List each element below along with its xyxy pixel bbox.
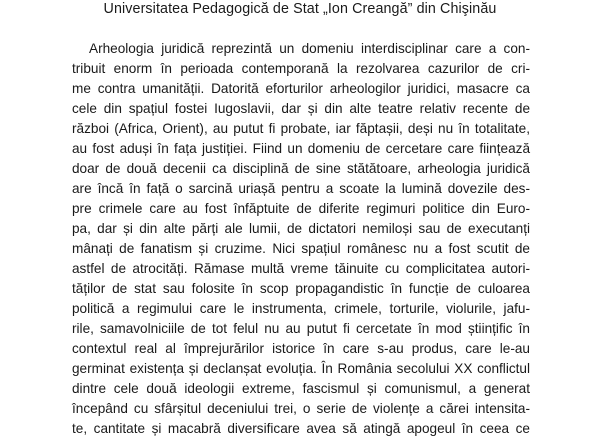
text-line: politică a regimului care le instrumenta, crimele, torturile, violurile, jafu-	[72, 301, 530, 316]
text-line: doar de două decenii ca disciplină de sine stătătoare, arheologia juridică	[72, 161, 530, 176]
text-line: au fost aduși în fața justiției. Fiind un domeniu de cercetare care ființează	[72, 141, 530, 156]
body-paragraph	[72, 39, 530, 439]
text-line: război (Africa, Orient), au putut fi probate, iar făptașii, deși nu în totalitate,	[72, 121, 530, 136]
page-header: Universitatea Pedagogică de Stat „Ion Creangă” din Chişinău	[103, 1, 497, 17]
text-line: începând cu sfârșitul deceniului trei, o serie de violențe a cărei intensita-	[72, 401, 530, 416]
text-line: germinat existența și declanșat evoluția. În România secolului XX conflictul	[72, 361, 530, 376]
text-line: me contra umanității. Datorită eforturilor arheologilor juridici, masacre ca	[72, 81, 530, 96]
text-line: dintre cele două ideologii extreme, fascismul și comunismul, a generat	[72, 381, 530, 396]
text-line: astfel de atrocități. Rămase multă vreme tăinuite cu complicitatea autori-	[72, 261, 530, 276]
text-line: pa, dar și din alte părți ale lumii, de dictatori nemiloși sau de executanți	[72, 221, 530, 236]
text-line: tăților de stat sau folosite în scop propagandistic în funcție de culoarea	[72, 281, 530, 296]
text-line: contextul real al împrejurărilor istorice în care s-au produs, care le-au	[72, 341, 530, 356]
text-line: mânați de fanatism și cruzime. Nici spațiul românesc nu a fost scutit de	[72, 241, 530, 256]
text-line: rile, samavolniciile de tot felul nu au putut fi cercetate în mod științific în	[72, 321, 530, 336]
text-line: te, cantitate și macabră diversificare avea să atingă apogeul în ceea ce	[72, 421, 530, 436]
text-line: are încă în față o sarcină uriașă pentru a scoate la lumină dovezile des-	[72, 181, 530, 196]
text-line: Arheologia juridică reprezintă un domeniu interdisciplinar care a con-	[89, 41, 530, 56]
text-line: tribuit enorm în perioada contemporană la rezolvarea cazurilor de cri-	[72, 61, 530, 76]
text-line: pre crimele care au fost înfăptuite de diferite regimuri politice din Euro-	[72, 201, 530, 216]
text-line: cele din spațiul fostei Iugoslavii, dar și din alte teatre relativ recente de	[72, 101, 530, 116]
